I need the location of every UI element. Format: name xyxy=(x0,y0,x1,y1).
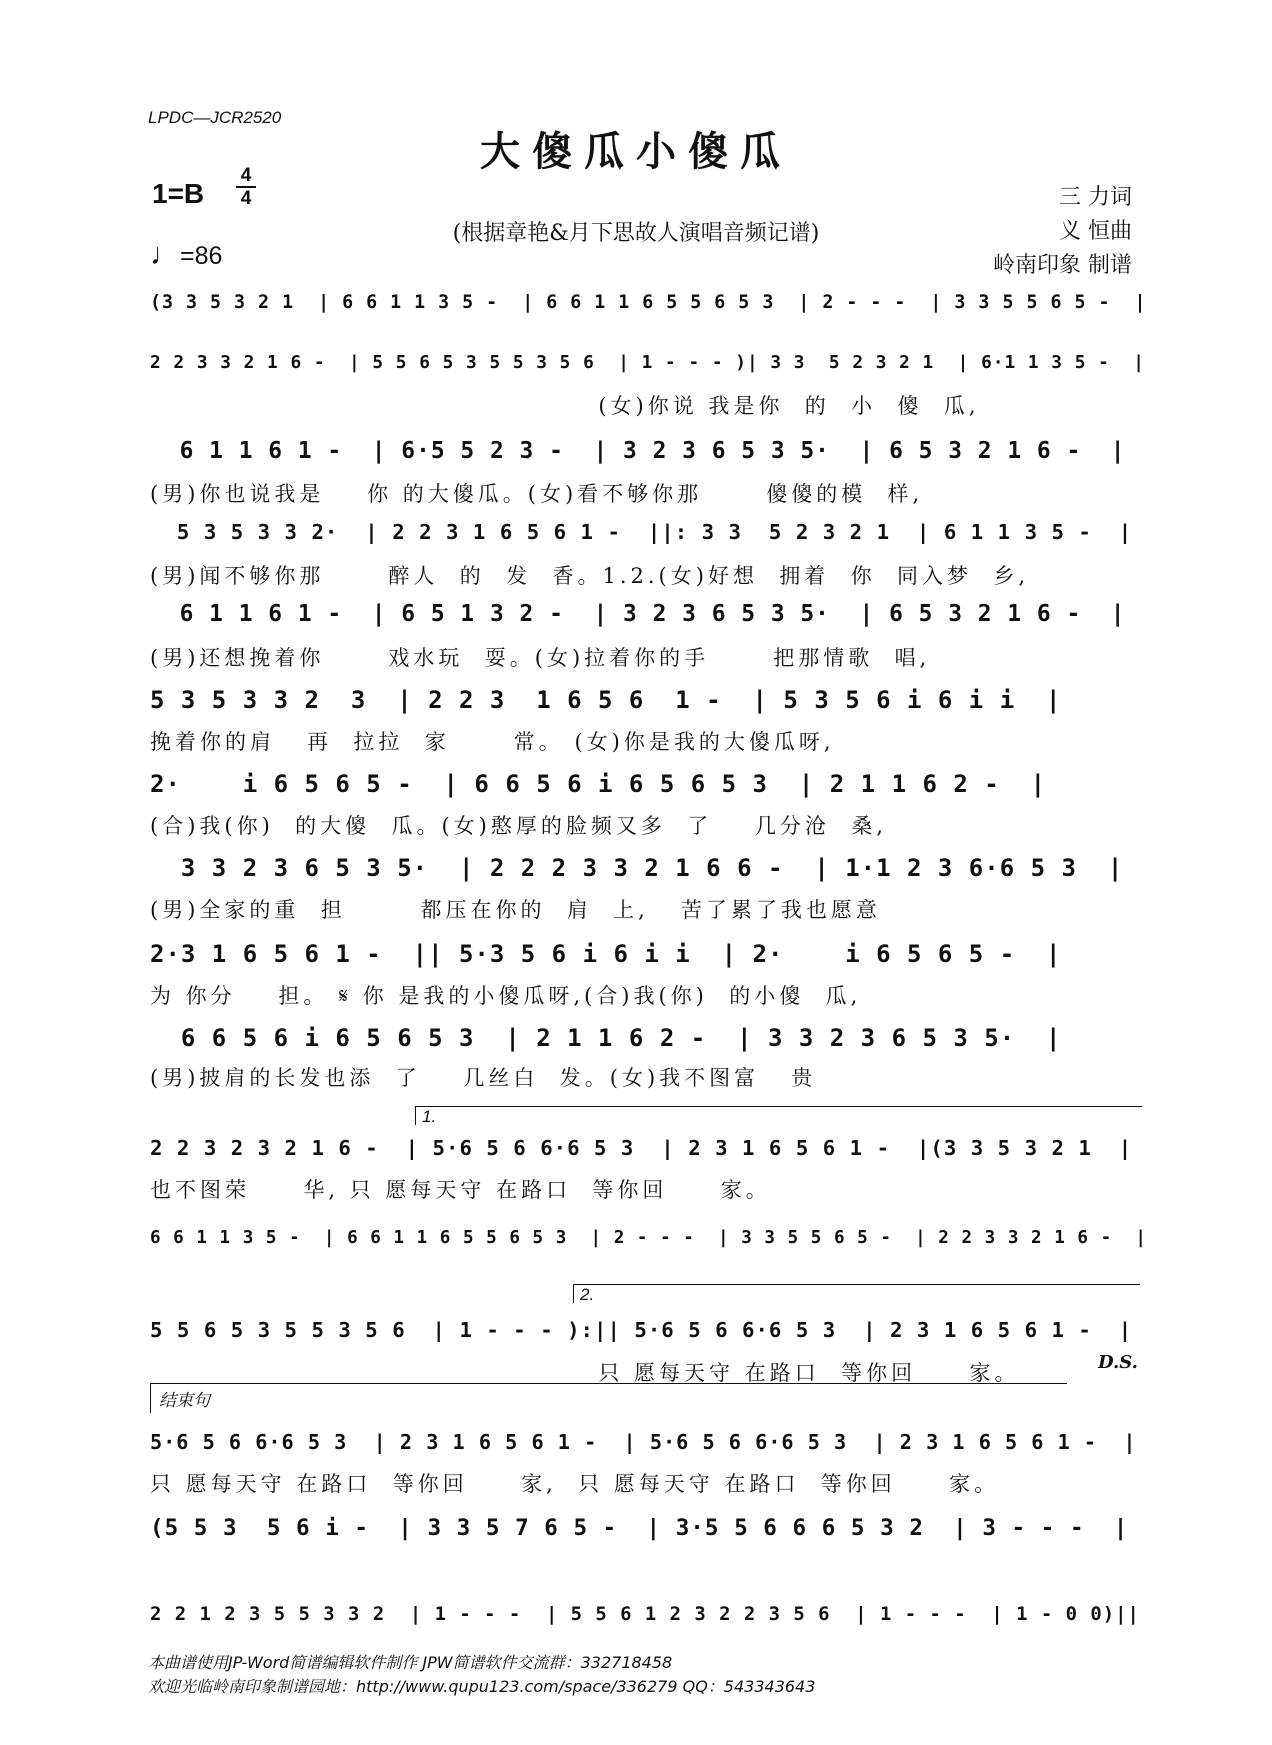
ending-section-label: 结束句 xyxy=(150,1383,1067,1413)
notation-text: 2 2 1 2 3 5 5 3 3 2 | 1 - - - | 5 5 6 1 2 3 2 2 3 5 6 | 1 - - - | 1 - 0 0)|| xyxy=(150,1603,1140,1625)
arranger-credit: 岭南印象 制谱 xyxy=(993,253,1132,278)
score-staff-line xyxy=(150,854,1130,894)
lyrics-line: (男)你也说我是 你 的大傻瓜。(女)看不够你那 傻傻的模 样, xyxy=(150,482,924,506)
notation-text: 6 6 5 6 i 6 5 6 5 3 | 2 1 1 6 2 - | 3 3 2 3 6 5 3 5· | xyxy=(150,1024,1062,1052)
tempo-value: =86 xyxy=(180,242,223,270)
score-staff-line xyxy=(150,601,1130,641)
score-staff-line xyxy=(150,770,1130,810)
notation-text: 2· i 6 5 6 5 - | 6 6 5 6 i 6 5 6 5 3 | 2 1 1 6 2 - | xyxy=(150,770,1047,798)
footer-software-note: 本曲谱使用JP-Word简谱编辑软件制作 JPW简谱软件交流群：332718458 xyxy=(148,1653,673,1672)
footer-site-note: 欢迎光临岭南印象制谱园地：http://www.qupu123.com/space/336279 QQ：543343643 xyxy=(148,1677,816,1696)
notation-text: 5 5 6 5 3 5 5 3 5 6 | 1 - - - ):|| 5·6 5 6 6·6 5 3 | 2 3 1 6 5 6 1 - | xyxy=(150,1318,1133,1342)
notation-text: 5 3 5 3 3 2· | 2 2 3 1 6 5 6 1 - ||: 3 3 5 2 3 2 1 | 6 1 1 3 5 - | xyxy=(150,520,1133,544)
volta-first-ending: 1. xyxy=(415,1106,1142,1125)
score-staff-line xyxy=(150,1228,1147,1268)
notation-text: 3 3 2 3 6 5 3 5· | 2 2 2 3 3 2 1 6 6 - | 1·1 2 3 6·6 5 3 | xyxy=(150,854,1124,882)
score-staff-line xyxy=(150,1024,1130,1064)
score-staff-line xyxy=(150,352,1145,392)
notation-text: 2 2 3 2 3 2 1 6 - | 5·6 5 6 6·6 5 3 | 2 3 1 6 5 6 1 - |(3 3 5 3 2 1 | xyxy=(150,1136,1133,1160)
notation-text: 2·3 1 6 5 6 1 - || 5·3 5 6 i 6 i i | 2· i 6 5 6 5 - | xyxy=(150,940,1062,968)
lyrics-line: (女)你说 我是你 的 小 傻 瓜, xyxy=(150,394,980,418)
time-signature-bottom: 4 xyxy=(240,188,252,209)
lyrics-line: (男)全家的重 担 都压在你的 肩 上, 苦了累了我也愿意 xyxy=(150,898,881,922)
notation-text: 5 3 5 3 3 2 3 | 2 2 3 1 6 5 6 1 - | 5 3 5 6 i 6 i i | xyxy=(150,686,1062,714)
score-staff-line xyxy=(150,1318,1133,1358)
source-note: (根据章艳&月下思故人演唱音频记谱) xyxy=(452,221,820,246)
lyricist-credit: 三 力词 xyxy=(1059,185,1132,210)
volta-second-ending: 2. xyxy=(573,1284,1140,1303)
notation-text: (3 3 5 3 2 1 | 6 6 1 1 3 5 - | 6 6 1 1 6 5 5 6 5 3 | 2 - - - | 3 3 5 5 6 5 - | xyxy=(150,292,1147,313)
song-title: 大傻瓜小傻瓜 xyxy=(480,128,792,175)
lyrics-line: (男)披肩的长发也添 了 几丝白 发。(女)我不图富 贵 xyxy=(150,1066,817,1090)
lyrics-line: 挽着你的肩 再 拉拉 家 常。 (女)你是我的大傻瓜呀, xyxy=(150,730,835,754)
dal-segno-marking: D.S. xyxy=(1098,1352,1138,1373)
composer-credit: 义 恒曲 xyxy=(1059,219,1132,244)
notation-text: 6 1 1 6 1 - | 6 5 1 3 2 - | 3 2 3 6 5 3 5· | 6 5 3 2 1 6 - | xyxy=(150,601,1126,627)
score-staff-line xyxy=(150,520,1133,560)
lyrics-line: 只 愿每天守 在路口 等你回 家, 只 愿每天守 在路口 等你回 家。 xyxy=(150,1472,1000,1496)
lyrics-line: (男)闻不够你那 醉人 的 发 香。1.2.(女)好想 拥着 你 同入梦 乡, xyxy=(150,564,1030,588)
score-staff-line xyxy=(150,1603,1140,1643)
score-staff-line xyxy=(150,1136,1133,1176)
score-staff-line xyxy=(150,1515,1130,1555)
notation-text: 6 6 1 1 3 5 - | 6 6 1 1 6 5 5 6 5 3 | 2 - - - | 3 3 5 5 6 5 - | 2 2 3 3 2 1 6 - | xyxy=(150,1228,1147,1248)
notation-text: 2 2 3 3 2 1 6 - | 5 5 6 5 3 5 5 3 5 6 | 1 - - - )| 3 3 5 2 3 2 1 | 6·1 1 3 5 - | xyxy=(150,352,1145,373)
score-staff-line xyxy=(150,438,1130,478)
lyrics-line: 也不图荣 华, 只 愿每天守 在路口 等你回 家。 xyxy=(150,1178,771,1202)
quarter-note-icon: ♩ xyxy=(150,238,180,271)
lyrics-line: 为 你分 担。 𝄋 你 是我的小傻瓜呀,(合)我(你) 的小傻 瓜, xyxy=(150,984,862,1008)
score-staff-line xyxy=(150,292,1147,332)
score-staff-line xyxy=(150,1430,1137,1470)
lyrics-line: (男)还想挽着你 戏水玩 耍。(女)拉着你的手 把那情歌 唱, xyxy=(150,646,931,670)
lyrics-line: (合)我(你) 的大傻 瓜。(女)憨厚的脸频又多 了 几分沧 桑, xyxy=(150,814,887,838)
score-staff-line xyxy=(150,686,1130,726)
notation-text: 6 1 1 6 1 - | 6·5 5 2 3 - | 3 2 3 6 5 3 5· | 6 5 3 2 1 6 - | xyxy=(150,438,1126,464)
key-signature: 1=B xyxy=(152,178,205,209)
time-signature xyxy=(236,166,256,208)
score-code: LPDC—JCR2520 xyxy=(148,108,282,127)
notation-text: 5·6 5 6 6·6 5 3 | 2 3 1 6 5 6 1 - | 5·6 5 6 6·6 5 3 | 2 3 1 6 5 6 1 - | xyxy=(150,1430,1137,1454)
notation-text: (5 5 3 5 6 i - | 3 3 5 7 6 5 - | 3·5 5 6 6 6 5 3 2 | 3 - - - | xyxy=(150,1515,1129,1541)
time-signature-top: 4 xyxy=(240,165,252,186)
lyrics-line: 只 愿每天守 在路口 等你回 家。 xyxy=(150,1361,1020,1385)
score-staff-line xyxy=(150,940,1130,980)
